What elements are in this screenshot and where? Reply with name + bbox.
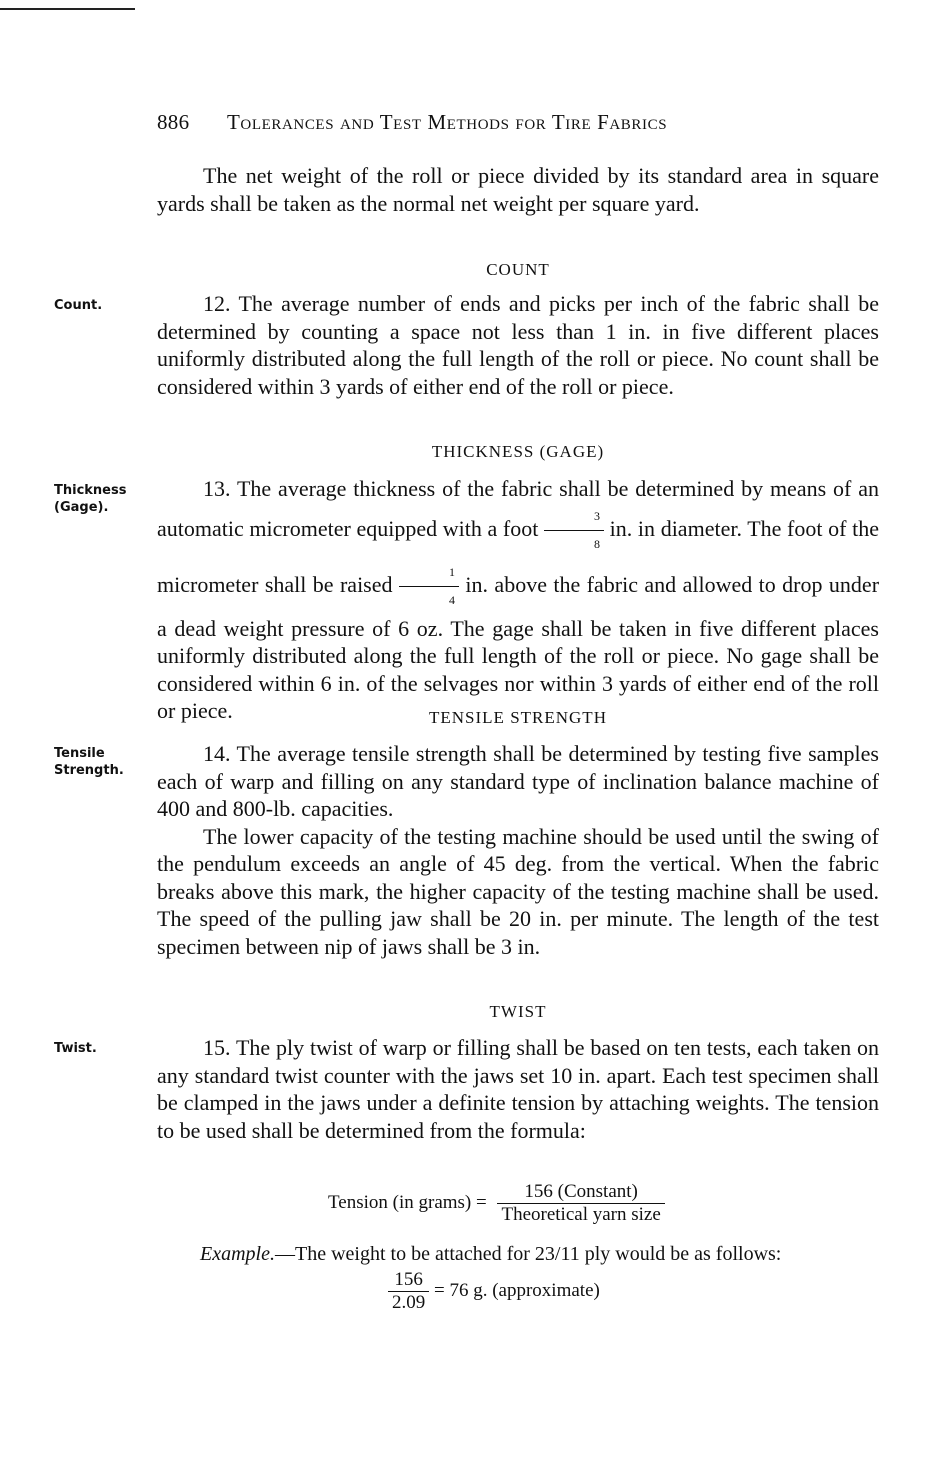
twist-paragraph: [157, 1034, 879, 1144]
tensile-text-2: The lower capacity of the testing machine should be used until the swing of the pendulum exceeds an angle of 45 deg. from the vertical. When the fabric breaks above this mark, the higher capacity of the testing machine shall be used. The speed of the pulling jaw shall be 20 in. per minute. The length of the test specimen between nip of jaws shall be 3 in.: [157, 823, 879, 959]
formula-numerator: 156 (Constant): [497, 1181, 664, 1204]
fraction-raise: [399, 559, 459, 615]
example-denominator: 2.09: [392, 1292, 426, 1313]
side-label-tensile-line2: Strength.: [54, 763, 124, 778]
example-fraction: [388, 1269, 429, 1314]
running-head: [157, 110, 887, 135]
side-label-twist: Twist.: [54, 1041, 97, 1056]
example-numerator: 156: [388, 1269, 429, 1292]
tensile-text-1: 14. The average tensile strength shall be determined by testing five samples each of warp and filling on any standard type of inclination balance machine of 400 and 800-lb. capacities.: [157, 741, 879, 821]
fraction-foot-num: 3: [544, 503, 604, 532]
top-rule: [0, 8, 135, 10]
intro-paragraph: [157, 162, 879, 217]
twist-text: 15. The ply twist of warp or filling shall be based on ten tests, each taken on any standard twist counter with the jaws set 10 in. apart. Each test specimen shall be clamped in the jaws under a definite tension by attaching weights. The tension to be used shall be determined from the formula:: [157, 1035, 879, 1143]
thickness-text: [157, 475, 879, 725]
fraction-raise-den: 4: [448, 593, 455, 607]
example-line: [200, 1243, 781, 1266]
formula-fraction: [497, 1181, 664, 1226]
thickness-text-2: in. in diameter. The foot of the micrometer shall be raised: [157, 515, 879, 597]
tensile-paragraph: [157, 740, 879, 960]
side-label-thickness: [54, 482, 126, 516]
heading-thickness: THICKNESS (GAGE): [431, 442, 605, 461]
thickness-paragraph: [157, 475, 879, 725]
formula-lhs: Tension (in grams) =: [328, 1191, 487, 1213]
example-calculation: [388, 1269, 600, 1314]
side-label-count: Count.: [54, 298, 103, 313]
fraction-raise-num: 1: [399, 559, 459, 588]
example-label: Example.: [200, 1243, 275, 1265]
heading-tensile: TENSILE STRENGTH: [429, 708, 607, 727]
formula-denominator: Theoretical yarn size: [501, 1204, 661, 1225]
side-label-tensile-line1: Tensile: [54, 746, 105, 761]
page-title: Tolerances and Test Methods for Tire Fabrics: [226, 110, 668, 134]
heading-twist: TWIST: [489, 1002, 547, 1021]
intro-text: The net weight of the roll or piece divided by its standard area in square yards shall be taken as the normal net weight per square yard.: [157, 163, 879, 216]
fraction-foot: [544, 503, 604, 559]
count-paragraph: [157, 290, 879, 400]
side-label-thickness-line1: Thickness: [54, 483, 127, 498]
tension-formula: [328, 1181, 665, 1226]
page-number: 886: [157, 110, 190, 134]
example-text: —The weight to be attached for 23/11 ply would be as follows:: [274, 1243, 782, 1265]
count-text: 12. The average number of ends and picks per inch of the fabric shall be determined by counting a space not less than 1 in. in five different places uniformly distributed along the full length of the roll or piece. No count shall be considered within 3 yards of either end of the roll or piece.: [157, 291, 879, 399]
side-label-thickness-line2: (Gage).: [54, 500, 109, 515]
example-result: = 76 g. (approximate): [434, 1279, 600, 1301]
side-label-tensile: [54, 745, 124, 779]
heading-count: COUNT: [486, 260, 550, 279]
thickness-text-1: 13. The average thickness of the fabric shall be determined by means of an automatic micrometer equipped with a foot: [157, 476, 879, 541]
fraction-foot-den: 8: [594, 537, 601, 551]
thickness-text-3: in. above the fabric and allowed to drop under a dead weight pressure of 6 oz. The gage shall be taken in five different places uniformly distributed along the full length of the roll or piece. No gage shall be considered within 6 in. of the selvages nor within 3 yards of either end of the roll or piece.: [157, 571, 880, 723]
